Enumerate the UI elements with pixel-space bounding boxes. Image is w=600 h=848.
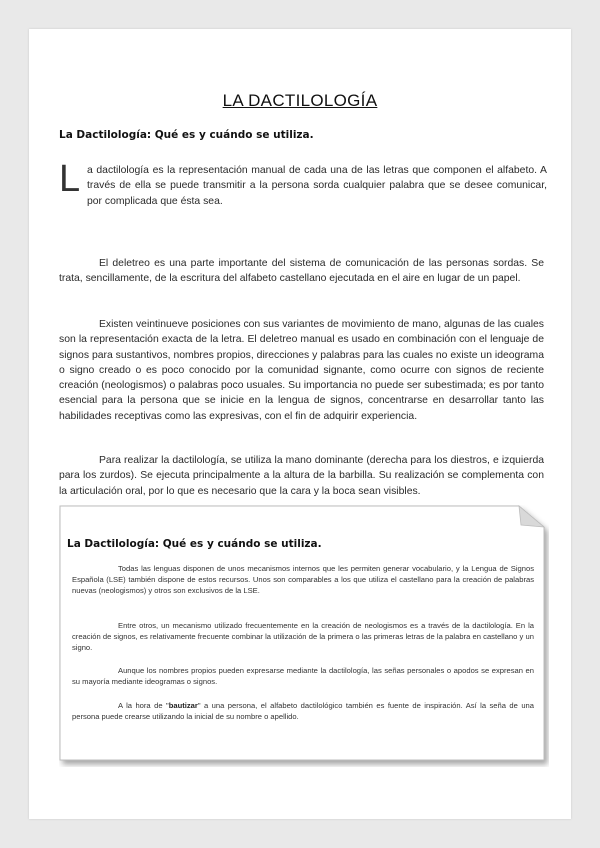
paragraph-posiciones: Existen veintinueve posiciones con sus variantes de movimiento de mano, algunas de las cuales son la representación exacta de la letra. El deletreo manual es usado en combinación con el lenguaje de signos para sustantivos, nombres propios, direcciones y palabras para las cuales no existe un ideograma o signo creado o es poco conocido por la comunidad signante, como ocurre con signos de reciente creación (neologismos) o palabras poco usuales. Su importancia no puede ser subestimada; es por tanto esencial para la persona que se inicie en la lengua de signos, concentrarse en desarrollar tanto las habilidades receptivas como las expresivas, con el fin de adquirir experiencia. bbox=[59, 319, 544, 422]
section-subtitle: La Dactilología: Qué es y cuándo se utiliza. bbox=[59, 129, 314, 141]
paragraph-intro: a dactilología es la representación manual de cada una de las letras que componen el alfabeto. A través de ella se puede transmitir a la persona sorda cualquier palabra que se desee comunicar, por complicada que ésta sea. bbox=[87, 165, 547, 207]
paragraph-mano-dominante: Para realizar la dactilología, se utiliza la mano dominante (derecha para los diestros, e izquierda para los zurdos). Se ejecuta principalmente a la altura de la barbilla. Su realización se complementa con la articulación oral, por lo que es necesario que la cara y la boca sean visibles. bbox=[59, 455, 544, 497]
page-title: LA DACTILOLOGÍA bbox=[222, 91, 378, 110]
note-paragraph: Entre otros, un mecanismo utilizado frecuentemente en la creación de neologismos es a través de la dactilología. En la creación de signos, es relativamente frecuente combinar la utilización de la primera o las primeras letras de la palabra en castellano y un signo. bbox=[72, 621, 534, 653]
note-title: La Dactilología: Qué es y cuándo se utiliza. bbox=[67, 538, 322, 550]
note-paragraph: Todas las lenguas disponen de unos mecanismos internos que les permiten generar vocabulario, y la Lengua de Signos Española (LSE) también dispone de estos recursos. Unos son comparables a los que utiliza el castellano para la creación de palabras nuevas (neologismos) y otros son exclusivos de la LSE. bbox=[72, 564, 534, 596]
drop-cap: L bbox=[59, 158, 81, 200]
note-text-before: A la hora de " bbox=[118, 701, 169, 710]
note-text-after: " a una persona, el alfabeto dactilológico también es fuente de inspiración. Así la seña de una persona puede crearse utilizando la inicial de su nombre o apellido. bbox=[72, 701, 534, 722]
note-paragraph: Aunque los nombres propios pueden expresarse mediante la dactilología, las señas personales o apodos se expresan en su mayoría mediante ideogramas o signos. bbox=[72, 666, 534, 687]
document-page bbox=[29, 29, 571, 819]
note-paragraph-bautizar bbox=[72, 700, 534, 722]
folded-corner bbox=[519, 506, 544, 527]
paragraph-deletreo: El deletreo es una parte importante del sistema de comunicación de las personas sordas. Se trata, sencillamente, de la escritura del alfabeto castellano ejecutada en el aire en lugar de un papel. bbox=[59, 258, 544, 285]
note-box bbox=[59, 505, 549, 767]
bold-word: bautizar bbox=[168, 701, 198, 710]
